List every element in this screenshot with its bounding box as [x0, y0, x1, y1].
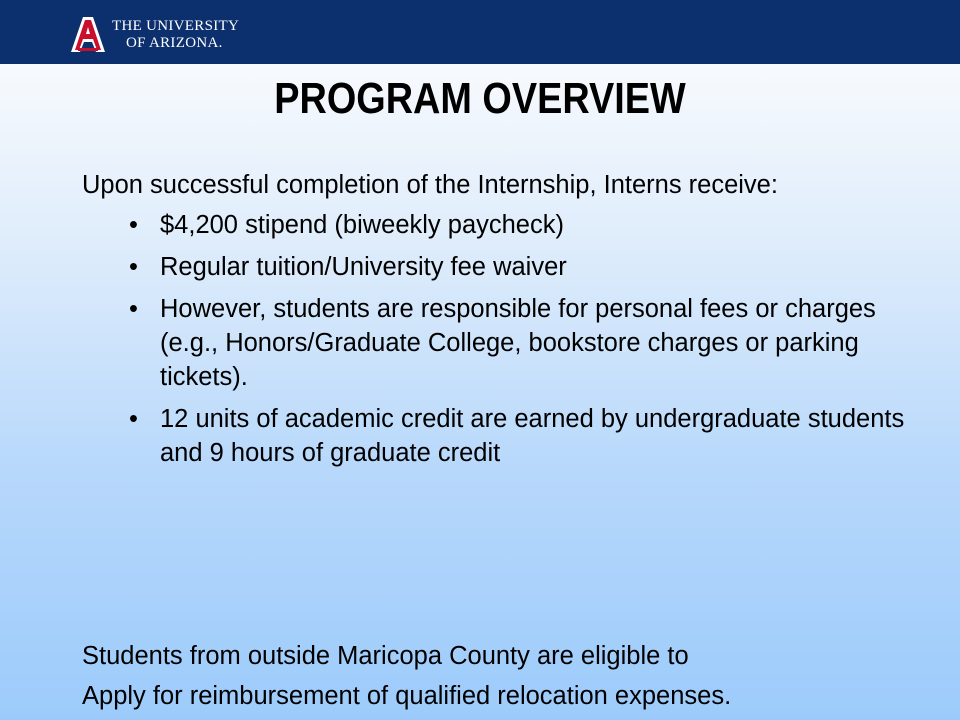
intro-text: Upon successful completion of the Internship, Interns receive:	[82, 171, 778, 199]
logo-line-2: OF ARIZONA.	[126, 35, 223, 51]
eligibility-line-1: Students from outside Maricopa County are eligible to	[82, 642, 689, 670]
list-item	[82, 250, 912, 284]
list-item-text: Regular tuition/University fee waiver	[160, 253, 567, 281]
bullet-icon: •	[129, 211, 138, 239]
bullet-icon: •	[129, 253, 138, 281]
list-item-text: 12 units of academic credit are earned by undergraduate students and 9 hours of graduate credit	[160, 405, 905, 467]
list-item-text: $4,200 stipend (biweekly paycheck)	[160, 211, 564, 239]
logo-line-1: THE UNIVERSITY	[112, 18, 240, 34]
bullet-icon: •	[129, 405, 138, 433]
list-item	[82, 292, 912, 394]
list-item	[82, 402, 912, 470]
list-item-text: However, students are responsible for personal fees or charges (e.g., Honors/Graduate College, bookstore charges or parking tickets).	[160, 295, 876, 391]
slide-body	[82, 168, 912, 478]
university-logo[interactable]	[70, 15, 239, 55]
list-item	[82, 208, 912, 242]
header-bar	[0, 0, 960, 64]
arizona-a-logo-icon	[70, 15, 106, 55]
slide-title: PROGRAM OVERVIEW	[274, 74, 686, 123]
eligibility-line-2: Apply for reimbursement of qualified relocation expenses.	[82, 682, 732, 710]
benefits-list	[82, 208, 912, 470]
logo-text	[112, 18, 239, 52]
bullet-icon: •	[129, 295, 138, 323]
eligibility-note	[82, 636, 942, 716]
